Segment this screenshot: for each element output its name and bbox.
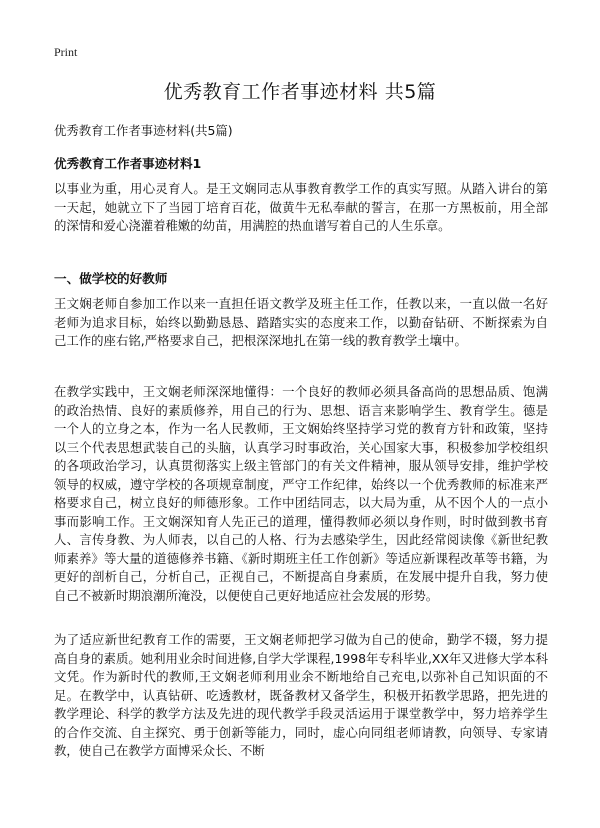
subheading-good-teacher: 一、做学校的好教师 bbox=[54, 271, 168, 286]
paragraph-1: 王文娴老师自参加工作以来一直担任语文教学及班主任工作，任教以来，一直以做一名好老师为追求目标，始终以勤勤恳恳、踏踏实实的态度来工作，以勤奋钻研、不断探索为自己工作的座右铭,严格要求自己，把根深深地扎在第一线的教育教学土壤中。 bbox=[54, 296, 548, 348]
paragraph-2: 在教学实践中，王文娴老师深深地懂得：一个良好的教师必须具备高尚的思想品质、饱满的政治热情、良好的素质修养，用自己的行为、思想、语言来影响学生、教育学生。德是一个人的立身之本，作为一名人民教师，王文娴始终坚持学习党的教育方针和政策，坚持以三个代表思想武装自己的头脑，认真学习时事政治，关心国家大事，积极参加学校组织的各项政治学习，认真贯彻落实上级主管部门的有关文件精神，服从领导安排，维护学校领导的权威，遵守学校的各项规章制度，严守工作纪律，始终以一个优秀教师的标准来严格要求自己，树立良好的师德形象。工作中团结同志，以大局为重，从不因个人的一点小事而影响工作。王文娴深知育人先正己的道理，懂得教师必须以身作则，时时做到教书育人、言传身教、为人师表，以自己的人格、行为去感染学生，因此经常阅读像《新世纪教师素养》等大量的道德修养书籍、《新时期班主任工作创新》等适应新课程改革等书籍，为更好的剖析自己，分析自己，正视自己，不断提高自身素质，在发展中提升自我，努力使自己不被新时期浪潮所淹没，以便使自己更好地适应社会发展的形势。 bbox=[54, 384, 548, 603]
paragraph-3: 为了适应新世纪教育工作的需要，王文娴老师把学习做为自己的使命，勤学不辍，努力提高自身的素质。她利用业余时间进修,自学大学课程,1998年专科毕业,XX年又进修大学本科文凭。作为新时代的教师,王文娴老师利用业余不断地给自己充电,以弥补自己知识面的不足。在教学中，认真钻研、吃透教材，既备教材又备学生，积极开拓教学思路，把先进的教学理论、科学的教学方法及先进的现代教学手段灵活运用于课堂教学中，努力培养学生的合作交流、自主探究、勇于创新等能力，同时，虚心向同组老师请教，向领导、专家请教，使自己在教学方面博采众长、不断 bbox=[54, 632, 548, 758]
document-subtitle: 优秀教育工作者事迹材料(共5篇) bbox=[54, 123, 233, 138]
section-heading: 优秀教育工作者事迹材料1 bbox=[54, 156, 202, 171]
print-link[interactable]: Print bbox=[54, 45, 78, 59]
intro-paragraph: 以事业为重，用心灵育人。是王文娴同志从事教育教学工作的真实写照。从踏入讲台的第一天起，她就立下了当园丁培育百花，做黄牛无私奉献的誓言，在那一方黑板前，用全部的深情和爱心浇灌着稚嫩的幼苗，用满腔的热血谱写着自己的人生乐章。 bbox=[54, 181, 548, 233]
page-title: 优秀教育工作者事迹材料 共5篇 bbox=[163, 81, 437, 103]
